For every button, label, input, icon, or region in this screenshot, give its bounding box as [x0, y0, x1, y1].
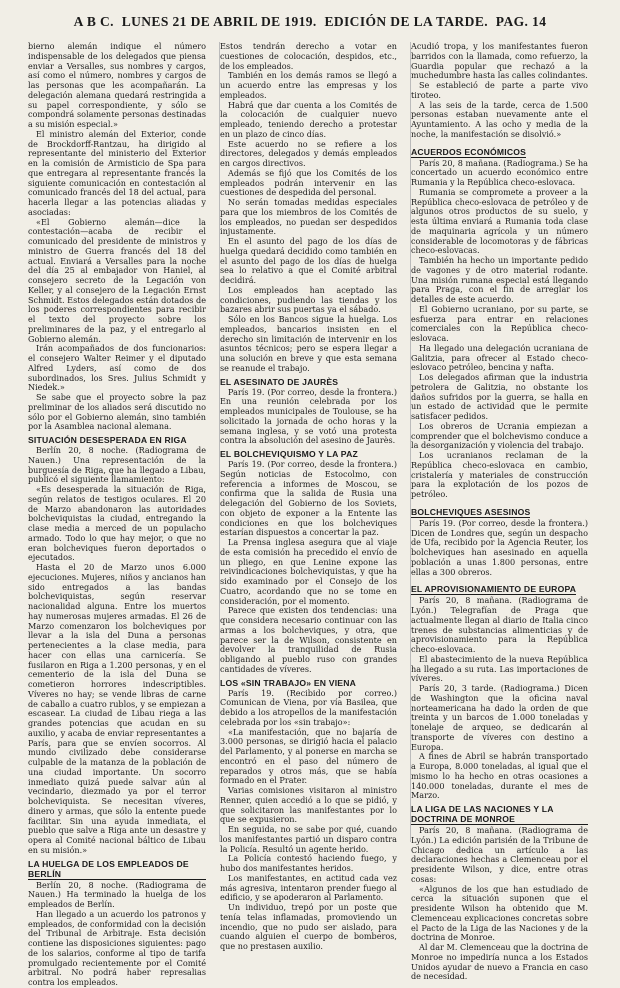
- article-paragraph: bierno alemán indique el número indispensable de los delegados que piensa enviar a Versalles, sus nombres y cargos, así como el número, nombres y cargos de las personas que les acompañarán. La delegación alemana quedará restringida a su papel correspondiente, y sólo se compondrá solamente personas destinadas a su misión especial.»: [28, 41, 206, 129]
- article-paragraph: Berlín 20, 8 noche. (Radiograma de Nauen.) Una representación de la burguesía de Riga, que ha llegado a Libau, publicó el siguiente llamamiento:: [28, 445, 206, 485]
- article-paragraph: «Algunos de los que han estudiado de cerca la situación suponen que el presidente Wilson ha obtenido que M. Clemenceau explicaciones concretas sobre el Pacto de la Liga de las Naciones y de la doctrina de Monroe.: [411, 883, 588, 943]
- article-paragraph: «La manifestación, que no bajaría de 3.000 personas, se dirigió hacia el palacio del Parlamento, y al ponerse en marcha se encontró en el paso del número de reparados y otros más, que se había formado en el Prater.: [220, 726, 397, 786]
- section-heading: BOLCHEVIQUES ASESINOS: [411, 506, 531, 517]
- article-paragraph: Parece que existen dos tendencias: una que considera necesario continuar con las armas a los bolcheviques, y otra, que parece ser la de Wilson, consistente en devolver la tranquilidad de Rusia obligando al pueblo ruso con grandes cantidades de víveres.: [220, 605, 397, 674]
- article-paragraph: París 19. (Por correo, desde la frontera.) En una reunión celebrada por los empleados municipales de Toulouse, se ha solicitado la jornada de ocho horas y la semana inglesa, y se votó una protesta contra la absolución del asesino de Jaurès.: [220, 386, 397, 446]
- article-paragraph: En seguida, no se sabe por qué, cuando los manifestantes partió un disparo contra la Policía. Resultó un agente herido.: [220, 824, 397, 854]
- article-paragraph: Este acuerdo no se refiere a los directores, delegados y demás empleados en cargos directivos.: [220, 138, 397, 168]
- section-heading: LOS «SIN TRABAJO» EN VIENA: [220, 677, 357, 688]
- article-paragraph: Los manifestantes, en actitud cada vez más agresiva, intentaron prender fuego al edificio, y se apoderaron al Parlamento.: [220, 872, 397, 903]
- article-paragraph: Estos tendrán derecho a votar en cuestiones de colocación, despidos, etc., de los empleados.: [220, 41, 397, 71]
- edition-label: EDICIÓN DE LA TARDE.: [324, 14, 489, 29]
- column-left: [28, 41, 206, 987]
- article-paragraph: No serán tomadas medidas especiales para que los miembros de los Comités de los empleados, no puedan ser despedidos injustamente.: [220, 197, 397, 237]
- article-paragraph: París 20, 8 mañana. (Radiograma de Lyón.) Telegrafían de Praga que actualmente llegan al diario de Italia cinco trenes de substancias alimenticias y de aprovisionamiento para la República checo-eslovaca.: [411, 595, 588, 654]
- page-header: [0, 14, 620, 34]
- article-paragraph: Acudió tropa, y los manifestantes fueron barridos con la llamada, como refuerzo, la Guardia popular que rechazó a la muchedumbre hasta las calles colindantes.: [411, 41, 588, 81]
- paper-name: A B C.: [73, 14, 114, 29]
- article-paragraph: Sólo en los Bancos sigue la huelga. Los empleados, bancarios insisten en el derecho sin limitación de intervenir en los asuntos técnicos; pero se espera llegar a una solución en breve y que esta semana se reanude el trabajo.: [220, 314, 397, 373]
- article-paragraph: Se sabe que el proyecto sobre la paz preliminar de los aliados será discutido no sólo por el Gobierno alemán, sino también por la Asamblea nacional alemana.: [28, 392, 206, 432]
- article-paragraph: Al dar M. Clemenceau que la doctrina de Monroe no impediría nunca a los Estados Unidos ayudar de nuevo a Francia en caso de necesidad.: [411, 942, 588, 982]
- article-paragraph: «El Gobierno alemán—dice la contestación—acaba de recibir el comunicado del presidente de ministros y ministro de Guerra francés del 18 del actual. Enviará a Versalles para la noche del día 25 al embajador von Haniel, al consejero secreto de la Legación von Keller, y al consejero de la Legación Ernst Schmidt. Estos delegados están dotados de los poderes correspondientes para recibir el texto del proyecto sobre los preliminares de la paz, y el entregarlo al Gobierno alemán.: [28, 216, 206, 344]
- article-paragraph: Han llegado a un acuerdo los patronos y empleados, de conformidad con la decisión del Tribunal de Arbitraje. Esta decisión contiene las disposiciones siguientes: pago de los salarios, conforme al tipo de tarifa promulgado recientemente por el Comité arbitral. No podrá haber represalias contra los empleados.: [28, 908, 206, 987]
- article-paragraph: A las seis de la tarde, cerca de 1.500 personas estaban nuevamente ante el Ayuntamiento. A las ocho y media de la noche, la manifestación se disolvió.»: [411, 99, 588, 139]
- article-paragraph: París 19. (Por correo, desde la frontera.) Según noticias de Estocolmo, con referencia a informes de Moscou, se confirma que la salida de Rusia una delegación del Gobierno de los Soviets, con objeto de exponer a la Entente las condiciones en que los bolcheviques estarían dispuestos a concertar la paz.: [220, 459, 397, 538]
- article-paragraph: Un individuo, trepó por un poste que tenía telas inflamadas, promoviendo un incendio, que no pudo ser aislado, para cuando alguien el cuerpo de bomberos, que no prestasen auxilio.: [220, 902, 397, 951]
- article-paragraph: París 19. (Recibido por correo.) Comunican de Viena, por vía Basilea, que debido a los atropellos de la manifestación celebrada por los «sin trabajo»:: [220, 687, 397, 727]
- article-paragraph: El ministro alemán del Exterior, conde de Brockdorff-Rantzau, ha dirigido al representante del ministerio del Exterior en la comisión de Armisticio de Spa para que entregara al representante francés la siguiente comunicación en contestación al comunicado francés del 18 del actual, para hacerla llegar a las potencias aliadas y asociadas:: [28, 128, 206, 217]
- page-number: PAG. 14: [495, 14, 547, 29]
- article-paragraph: Los delegados afirman que la industria petrolera de Galitzia, no obstante los daños sufridos por la guerra, se halla en un estado de actividad que le permite satisfacer pedidos.: [411, 372, 588, 421]
- column-right: [410, 41, 588, 982]
- article-paragraph: Habrá que dar cuenta a los Comités de la colocación de cualquier nuevo empleado, teniendo derecho a protestar en un plazo de cinco días.: [220, 99, 397, 139]
- article-paragraph: Ha llegado una delegación ucraniana de Galitzia, para ofrecer al Estado checo-eslovaco petróleo, bencina y nafta.: [411, 342, 588, 373]
- article-paragraph: Varias comisiones visitaron al ministro Renner, quien accedió a lo que se pidió, y que solicitaron las manifestantes por lo que se expusieron.: [220, 785, 397, 825]
- article-paragraph: París 19. (Por correo, desde la frontera.) Dicen de Londres que, según un despacho de Ufa, recibido por la Agencia Reuter, los bolcheviques han asesinado en aquella población a unas 1.800 personas, entre ellas a 300 obreros.: [411, 517, 588, 577]
- article-paragraph: Irán acompañados de dos funcionarios: el consejero Walter Reimer y el diputado Alfred Lyders, así como de dos subordinados, los Sres. Julius Schmidt y Niedek.»: [28, 343, 206, 393]
- section-heading: LA HUELGA DE LOS EMPLEADOS DE BERLÍN: [28, 859, 206, 880]
- article-paragraph: Los empleados han aceptado las condiciones, pudiendo las tiendas y los bazares abrir sus puertas ya el sábado.: [220, 284, 397, 315]
- issue-date: LUNES 21 DE ABRIL DE 1919.: [121, 14, 317, 29]
- article-paragraph: París 20, 3 tarde. (Radiograma.) Dicen de Washington que la oficina naval norteamericana ha dado la orden de que treinta y un barcos de 1.000 toneladas y tonelaje de arqueo, se dedicarán al transporte de víveres con destino a Europa.: [411, 683, 588, 752]
- article-paragraph: París 20, 8 mañana. (Radiograma de Lyón.) La edición parisién de la Tribune de Chicago dedica un artículo a las declaraciones hechas a Clemenceau por el presidente Wilson, y dice, entre otras cosas:: [411, 825, 588, 884]
- article-paragraph: También ha hecho un importante pedido de vagones y de otro material rodante. Una misión rumana especial está llegando para Praga, con el fin de arreglar los detalles de este acuerdo.: [411, 255, 588, 304]
- article-paragraph: Los ucranianos reclaman de la República checo-eslovaca en cambio, cristalería y materiales de construcción para la explotación de los pozos de petróleo.: [411, 450, 588, 499]
- article-paragraph: Rumania se compromete a proveer a la República checo-eslovaca de petróleo y de algunos otros productos de su suelo, y esta última enviará a Rumania toda clase de maquinaria agrícola y un número considerable de locomotoras y de fábricas checo-eslovacas.: [411, 186, 588, 256]
- article-paragraph: También en los demás ramos se llegó a un acuerdo entre las empresas y los empleados.: [220, 70, 397, 100]
- column-middle: [219, 41, 397, 951]
- article-paragraph: Los obreros de Ucrania empiezan a comprender que el bolchevismo conduce a la desorganización y violencia del trabajo.: [411, 420, 588, 451]
- article-paragraph: Hasta el 20 de Marzo unos 6.000 ejecuciones. Mujeres, niños y ancianos han sido entregados a las bandas bolcheviquistas, según reservar nacionalidad alguna. Entre los muertos hay numerosas mujeres armadas. El 26 de Marzo comenzaron los bolcheviques por llevar a la isla del Duna a personas pertenecientes a la clase media, para hacer con ellas una carnicería. Se fusilaron en Riga a 1.200 personas, y en el cementerio de la isla del Duna se cometieron horrores indescriptibles. Víveres no hay; se vende libras de carne de caballo a cuatro rublos, y se empiezan a escasear. La ciudad de Libau riega a las grandes potencias que acudan en su auxilio, y acaba de enviar representantes a París, para que se envíen socorros. Al mundo civilizado debe considerarse culpable de la matanza de la población de una ciudad importante. Un socorro inmediato quizá puede salvar aún al vecindario, diezmado ya por el terror bolcheviquista. Se necesitan víveres, dinero y armas, que sólo la entente puede facilitar. Sin una ayuda inmediata, el pueblo que salve a Riga ante un desastre y opera al Comité nacional báltico de Libau en su misión.»: [28, 562, 206, 855]
- article-paragraph: En el asunto del pago de los días de huelga quedará decidido como también en el asunto del pago de los días de huelga sea lo relativo a que el Comité arbitral decidirá.: [220, 236, 397, 285]
- article-columns: [28, 41, 588, 987]
- section-heading: LA LIGA DE LAS NACIONES Y LA DOCTRINA DE MONROE: [411, 804, 588, 825]
- article-paragraph: A fines de Abril se habrán transportado a Europa, 8.000 toneladas, al igual que el mismo lo ha hecho en otras ocasiones a 140.000 toneladas, durante el mes de Marzo.: [411, 751, 588, 801]
- article-paragraph: La Policía contestó haciendo fuego, y hubo dos manifestantes heridos.: [220, 853, 397, 873]
- article-paragraph: Además se fijó que los Comités de los empleados podrán intervenir en las cuestiones de despedida del personal.: [220, 167, 397, 198]
- article-paragraph: El abastecimiento de la nueva República ha llegado a su ruta. Las importaciones de víveres.: [411, 653, 588, 684]
- article-paragraph: «Es desesperada la situación de Riga, según relatos de testigos oculares. El 20 de Marzo abandonaron las autoridades bolcheviquistas la ciudad, entregando la clase media a merced de un populacho armado. Todo lo que hay mejor, o que no eran bolcheviques fueron deportados o ejecutados.: [28, 484, 206, 563]
- article-paragraph: Berlín 20, 8 noche. (Radiograma de Nauen.) Ha terminado la huelga de los empleados de Berlín.: [28, 879, 206, 909]
- section-heading: SITUACIÓN DESESPERADA EN RIGA: [28, 435, 187, 445]
- article-paragraph: París 20, 8 mañana. (Radiograma.) Se ha concertado un acuerdo económico entre Rumania y la República checo-eslovaca.: [411, 157, 588, 187]
- section-heading: ACUERDOS ECONÓMICOS: [411, 146, 527, 157]
- article-paragraph: El Gobierno ucraniano, por su parte, se esfuerza para entrar en relaciones comerciales con la República checo-eslovaca.: [411, 303, 588, 343]
- section-heading: EL APROVISIONAMIENTO DE EUROPA: [411, 584, 577, 595]
- section-heading: EL BOLCHEVIQUISMO Y LA PAZ: [220, 449, 358, 459]
- article-paragraph: Se estableció de parte a parte vivo tiroteo.: [411, 80, 588, 100]
- section-heading: EL ASESINATO DE JAURÈS: [220, 376, 339, 387]
- article-paragraph: La Prensa inglesa asegura que al viaje de esta comisión ha precedido el envío de un pliego, en que Lenine expone las reivindicaciones bolcheviquistas, y que ha sido examinado por el Consejo de los Cuatro, acordando que no se tome en consideración, por el momento.: [220, 537, 397, 606]
